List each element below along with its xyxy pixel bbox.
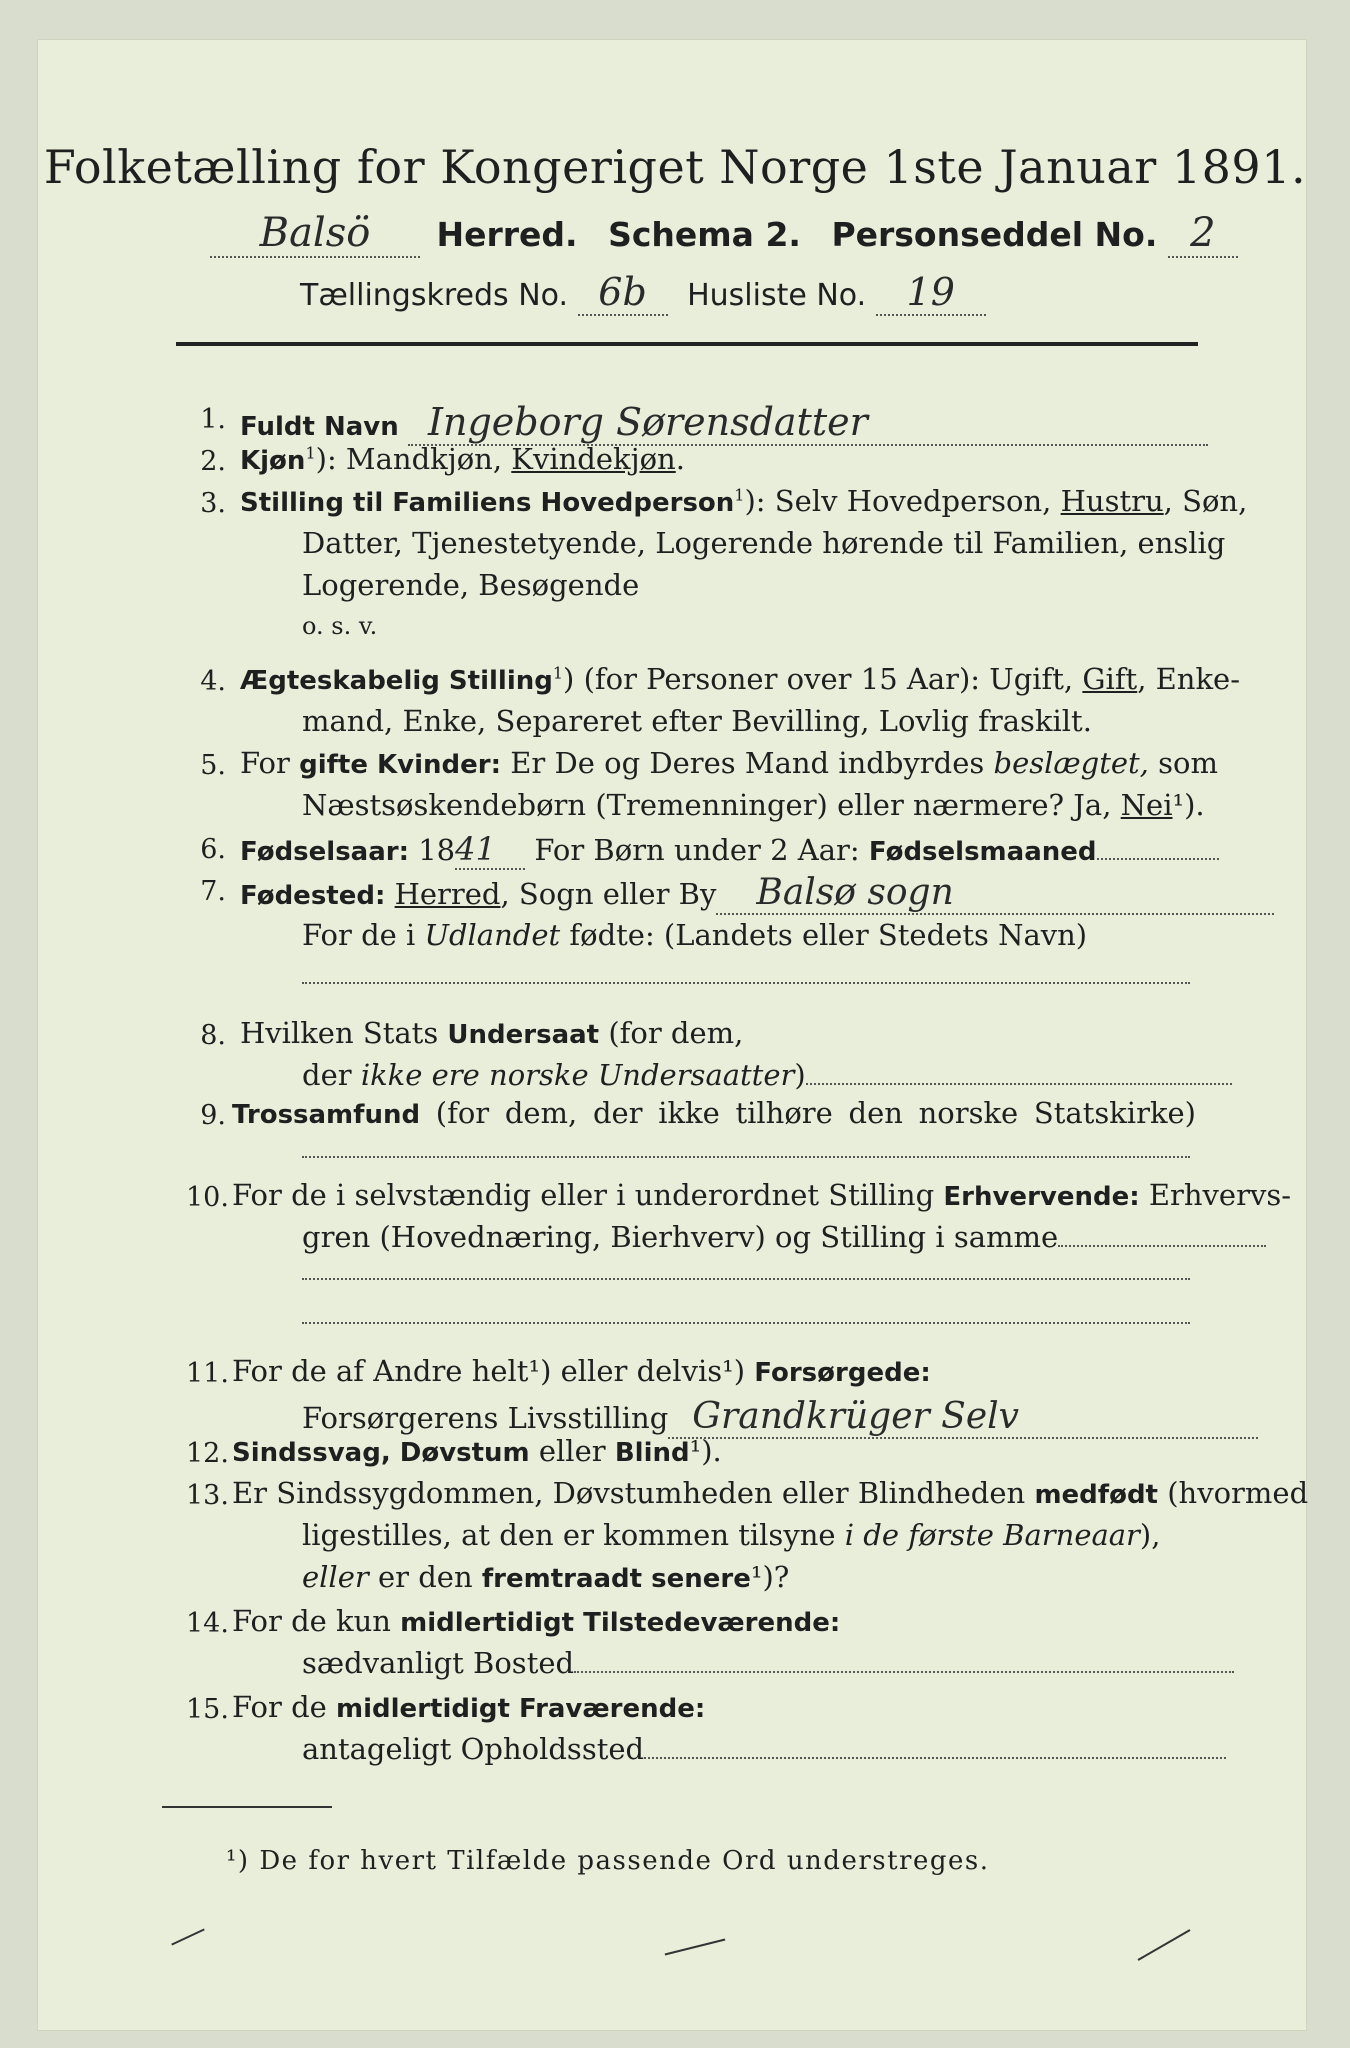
- citizenship-field: [806, 1083, 1232, 1085]
- birthplace-gap: [385, 877, 394, 911]
- blind-label: Blind: [614, 1438, 690, 1468]
- sex-end: .: [675, 442, 685, 476]
- item-supported: [232, 1354, 931, 1388]
- onset-line2-end: ),: [1139, 1518, 1161, 1552]
- citizenship-italic: ikke ere norske Undersaatter: [360, 1058, 795, 1092]
- occupation-intro: For de i selvstændig eller i underordnet Stilling: [232, 1178, 944, 1212]
- herred-label: Herred.: [436, 215, 578, 254]
- sex-options: ): Mandkjøn,: [315, 442, 512, 476]
- related-selected: Nei: [1120, 788, 1173, 822]
- item-number: 11.: [186, 1358, 229, 1389]
- supported-label: Forsørgede:: [754, 1358, 931, 1388]
- item-birthyear: [240, 830, 1219, 870]
- item-onset: [232, 1476, 1308, 1510]
- occupation-text: Erhvervs-: [1139, 1178, 1292, 1212]
- marital-line2: mand, Enke, Separeret efter Bevilling, Lovlig fraskilt.: [302, 704, 1092, 738]
- related-line2: [302, 788, 1205, 822]
- citizenship-text: (for dem,: [599, 1016, 744, 1050]
- item-number: 8.: [200, 1020, 226, 1051]
- sex-selected: Kvindekjøn: [511, 442, 676, 476]
- citizenship-end: ): [794, 1058, 806, 1092]
- item-name: [240, 400, 1208, 446]
- item-number: 5.: [200, 750, 226, 781]
- religion-text: (for dem, der ikke tilhøre den norske Statskirke): [420, 1096, 1196, 1130]
- birthplace-line2: [302, 918, 1087, 952]
- onset-text: (hvormed: [1158, 1476, 1309, 1510]
- temp-absent-intro: For de: [232, 1690, 337, 1724]
- position-line4: o. s. v.: [302, 612, 378, 640]
- item-number: 3.: [200, 488, 226, 519]
- footnote: ¹) De for hvert Tilfælde passende Ord understreges.: [226, 1846, 990, 1876]
- related-end: som: [1148, 746, 1218, 780]
- related-end2: ¹).: [1172, 788, 1205, 822]
- supported-intro: For de af Andre helt¹) eller delvis¹): [232, 1354, 755, 1388]
- occupation-field-2: [302, 1256, 1190, 1280]
- onset-line3-end: ¹)?: [750, 1560, 790, 1594]
- onset-intro: Er Sindssygdommen, Døvstumheden eller Blindheden: [232, 1476, 1035, 1510]
- related-intro: For: [240, 746, 300, 780]
- marital-selected: Gift: [1082, 662, 1138, 696]
- herred-line: [210, 210, 1238, 258]
- schema-label: Schema 2.: [608, 215, 801, 254]
- personseddel-value: 2: [1168, 210, 1238, 258]
- item-temporary-present: [232, 1604, 840, 1638]
- kreds-value: 6b: [578, 270, 668, 316]
- husliste-label: Husliste No.: [687, 278, 867, 313]
- usual-residence-label: sædvanligt Bosted: [302, 1646, 575, 1680]
- item-number: 1.: [200, 404, 226, 435]
- onset-line3: [302, 1560, 789, 1594]
- temp-absent-label: midlertidigt Fraværende:: [336, 1694, 706, 1724]
- item-disability: [232, 1434, 722, 1468]
- footnote-ref: 1: [552, 663, 564, 683]
- sex-label: Kjøn: [240, 446, 306, 476]
- kreds-label: Tællingskreds No.: [300, 278, 568, 313]
- item-number: 9.: [200, 1100, 226, 1131]
- form-title: Folketælling for Kongeriget Norge 1ste Januar 1891.: [43, 140, 1307, 194]
- item-related: [240, 746, 1218, 780]
- position-options: ): Selv Hovedperson,: [744, 484, 1061, 518]
- religion-label: Trossamfund: [232, 1100, 421, 1130]
- stay-location-label: antageligt Opholdssted: [302, 1732, 645, 1766]
- religion-field: [302, 1134, 1190, 1158]
- citizenship-der: der: [302, 1058, 361, 1092]
- footnote-ref: 1: [305, 443, 316, 463]
- item-number: 12.: [186, 1438, 229, 1469]
- onset-eller: eller: [302, 1560, 369, 1594]
- related-italic: beslægtet,: [993, 746, 1149, 780]
- stay-location-field: [644, 1757, 1226, 1759]
- birthplace-text: , Sogn eller By: [500, 877, 717, 911]
- birthyear-value: 41: [455, 830, 525, 870]
- onset-line2: [302, 1518, 1160, 1552]
- birthmonth-label: Fødselsmaaned: [868, 837, 1097, 867]
- foreign-italic: Udlandet: [424, 918, 561, 952]
- foreign-text: fødte: (Landets eller Stedets Navn): [560, 918, 1088, 952]
- temp-present-label: midlertidigt Tilstedeværende:: [400, 1608, 841, 1638]
- kreds-line: [300, 270, 986, 316]
- item-number: 14.: [186, 1608, 229, 1639]
- position-label: Stilling til Familiens Hovedperson: [240, 488, 735, 518]
- occupation-field: [1058, 1245, 1266, 1247]
- header-rule: [176, 342, 1198, 346]
- related-label: gifte Kvinder:: [299, 750, 502, 780]
- item-religion: [232, 1096, 1196, 1130]
- item-temporary-absent: [232, 1690, 705, 1724]
- birthplace-value: Balsø sogn: [716, 872, 1274, 915]
- item-position: [240, 484, 1248, 518]
- birthplace-selected: Herred: [394, 877, 501, 911]
- item-number: 10.: [186, 1182, 229, 1213]
- birthyear-text: For Børn under 2 Aar:: [525, 833, 869, 867]
- birthyear-label: Fødselsaar:: [240, 837, 409, 867]
- item-occupation: [232, 1178, 1291, 1212]
- occupation-line2-text: gren (Hovednæring, Bierhverv) og Stilling i samme: [302, 1220, 1059, 1254]
- item-marital: [240, 662, 1240, 696]
- foreign-field: [302, 960, 1190, 984]
- husliste-value: 19: [876, 270, 986, 316]
- foreign-intro: For de i: [302, 918, 425, 952]
- occupation-label: Erhvervende:: [943, 1182, 1140, 1212]
- position-end: , Søn,: [1163, 484, 1248, 518]
- item-number: 6.: [200, 834, 226, 865]
- usual-residence-field: [574, 1671, 1234, 1673]
- item-citizenship: [240, 1016, 743, 1050]
- marital-end: , Enke-: [1137, 662, 1241, 696]
- onset-line2-text: ligestilles, at den er kommen tilsyne: [302, 1518, 845, 1552]
- item-number: 4.: [200, 666, 226, 697]
- item-sex: [240, 442, 685, 476]
- disability-text: eller: [529, 1434, 615, 1468]
- disability-end: ¹).: [689, 1434, 722, 1468]
- position-line2: Datter, Tjenestetyende, Logerende hørende til Familien, enslig: [302, 526, 1226, 560]
- name-label: Fuldt Navn: [240, 412, 399, 442]
- position-selected: Hustru: [1060, 484, 1164, 518]
- name-value: Ingeborg Sørensdatter: [408, 400, 1208, 446]
- birthmonth-field: [1097, 858, 1219, 860]
- personseddel-label: Personseddel No.: [831, 215, 1158, 254]
- footnote-ref: 1: [734, 485, 745, 505]
- supporter-value: Grandkrüger Selv: [668, 1396, 1258, 1439]
- marital-options: ) (for Personer over 15 Aar): Ugift,: [563, 662, 1083, 696]
- citizenship-label: Undersaat: [447, 1020, 600, 1050]
- supporter-label: Forsørgerens Livsstilling: [302, 1401, 669, 1435]
- citizenship-intro: Hvilken Stats: [240, 1016, 448, 1050]
- birthplace-label: Fødested:: [240, 881, 386, 911]
- item-number: 15.: [186, 1694, 229, 1725]
- onset-italic: i de første Barneaar: [844, 1518, 1140, 1552]
- occupation-field-3: [302, 1300, 1190, 1324]
- onset-label: medfødt: [1034, 1480, 1158, 1510]
- supported-line2: [302, 1396, 1258, 1439]
- herred-value: Balsö: [210, 210, 420, 258]
- footnote-rule: [162, 1806, 332, 1808]
- temp-present-intro: For de kun: [232, 1604, 401, 1638]
- temp-present-line2: [302, 1646, 1234, 1680]
- item-number: 2.: [200, 446, 226, 477]
- related-question: Næstsøskendebørn (Tremenninger) eller nærmere? Ja,: [302, 788, 1121, 822]
- position-line3: Logerende, Besøgende: [302, 568, 640, 602]
- disability-label: Sindssvag, Døvstum: [232, 1438, 530, 1468]
- marital-label: Ægteskabelig Stilling: [240, 666, 553, 696]
- item-birthplace: [240, 872, 1274, 915]
- related-text: Er De og Deres Mand indbyrdes: [501, 746, 994, 780]
- citizenship-line2: [302, 1058, 1232, 1092]
- onset-line3-text: er den: [368, 1560, 482, 1594]
- occupation-line2: [302, 1220, 1266, 1254]
- item-number: 7.: [200, 876, 226, 907]
- temp-absent-line2: [302, 1732, 1226, 1766]
- item-number: 13.: [186, 1480, 229, 1511]
- onset-later-label: fremtraadt senere: [481, 1564, 751, 1594]
- birthyear-prefix: 18: [409, 833, 456, 867]
